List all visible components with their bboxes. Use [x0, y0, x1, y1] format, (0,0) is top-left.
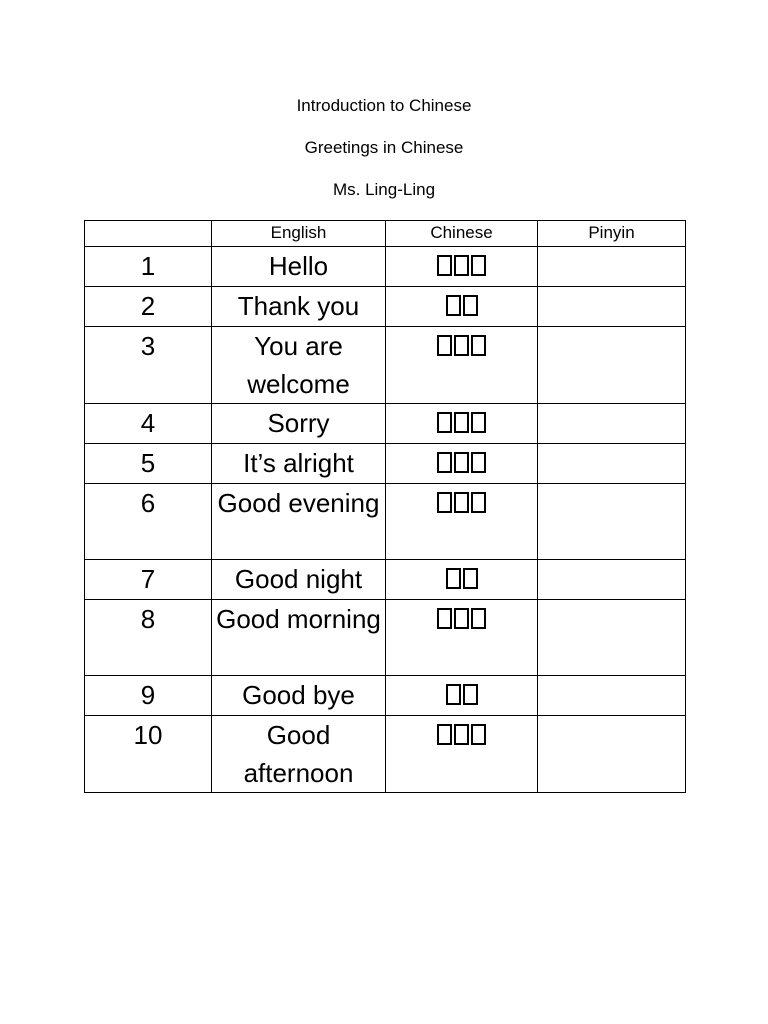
- english-cell: [212, 327, 386, 404]
- missing-glyph-box: [446, 295, 461, 316]
- missing-glyph-box: [454, 255, 469, 276]
- table-row: [85, 560, 686, 600]
- table-row: [85, 716, 686, 793]
- pinyin-cell: [538, 484, 686, 560]
- missing-glyph-placeholder: [437, 484, 486, 513]
- pinyin-cell: [538, 327, 686, 404]
- chinese-cell: [386, 247, 538, 287]
- missing-glyph-box: [463, 684, 478, 705]
- row-number: 8: [85, 600, 212, 676]
- missing-glyph-box: [454, 335, 469, 356]
- english-text: Good morning: [216, 604, 381, 634]
- pinyin-cell: [538, 247, 686, 287]
- table-row: [85, 327, 686, 404]
- english-text: Good bye: [242, 680, 355, 710]
- missing-glyph-box: [454, 492, 469, 513]
- vocabulary-table: [84, 220, 686, 793]
- pinyin-cell: [538, 287, 686, 327]
- english-text: Good evening: [217, 488, 380, 518]
- header-number: [85, 221, 212, 247]
- missing-glyph-box: [437, 255, 452, 276]
- pinyin-cell: [538, 716, 686, 793]
- teacher-name: Ms. Ling-Ling: [332, 180, 436, 199]
- pinyin-cell: [538, 404, 686, 444]
- row-number: 10: [85, 716, 212, 793]
- chinese-cell: [386, 444, 538, 484]
- english-cell: [212, 444, 386, 484]
- english-text: It’s alright: [243, 448, 354, 478]
- missing-glyph-placeholder: [437, 327, 486, 356]
- table-row: [85, 600, 686, 676]
- missing-glyph-box: [463, 295, 478, 316]
- english-text: Sorry: [267, 408, 330, 438]
- missing-glyph-box: [454, 724, 469, 745]
- missing-glyph-placeholder: [437, 716, 486, 745]
- header-chinese: Chinese: [386, 221, 538, 247]
- missing-glyph-box: [463, 568, 478, 589]
- missing-glyph-box: [471, 255, 486, 276]
- english-cell: [212, 287, 386, 327]
- chinese-cell: [386, 716, 538, 793]
- missing-glyph-box: [437, 492, 452, 513]
- table-row: [85, 484, 686, 560]
- missing-glyph-box: [437, 412, 452, 433]
- missing-glyph-box: [471, 724, 486, 745]
- missing-glyph-placeholder: [437, 600, 486, 629]
- missing-glyph-box: [471, 608, 486, 629]
- pinyin-cell: [538, 676, 686, 716]
- chinese-cell: [386, 600, 538, 676]
- missing-glyph-placeholder: [446, 287, 478, 316]
- pinyin-cell: [538, 560, 686, 600]
- header-pinyin: Pinyin: [538, 221, 686, 247]
- english-cell: [212, 484, 386, 560]
- table-header-row: [85, 221, 686, 247]
- chinese-cell: [386, 560, 538, 600]
- lesson-title: Greetings in Chinese: [304, 138, 464, 157]
- table-row: [85, 404, 686, 444]
- chinese-cell: [386, 327, 538, 404]
- row-number: 7: [85, 560, 212, 600]
- english-text: Hello: [268, 251, 329, 281]
- english-cell: [212, 404, 386, 444]
- row-number: 4: [85, 404, 212, 444]
- missing-glyph-box: [454, 412, 469, 433]
- table-row: [85, 676, 686, 716]
- english-text: Good afternoon: [243, 720, 354, 788]
- chinese-cell: [386, 676, 538, 716]
- missing-glyph-box: [446, 568, 461, 589]
- row-number: 3: [85, 327, 212, 404]
- chinese-cell: [386, 404, 538, 444]
- course-title: Introduction to Chinese: [296, 96, 472, 115]
- table-row: [85, 444, 686, 484]
- english-cell: [212, 600, 386, 676]
- row-number: 6: [85, 484, 212, 560]
- missing-glyph-placeholder: [446, 676, 478, 705]
- missing-glyph-placeholder: [446, 560, 478, 589]
- missing-glyph-box: [437, 608, 452, 629]
- missing-glyph-box: [471, 492, 486, 513]
- chinese-cell: [386, 484, 538, 560]
- english-cell: [212, 676, 386, 716]
- missing-glyph-placeholder: [437, 404, 486, 433]
- row-number: 2: [85, 287, 212, 327]
- header-english: English: [212, 221, 386, 247]
- missing-glyph-box: [437, 335, 452, 356]
- missing-glyph-box: [471, 335, 486, 356]
- english-text: Thank you: [237, 291, 360, 321]
- english-cell: [212, 560, 386, 600]
- pinyin-cell: [538, 600, 686, 676]
- missing-glyph-placeholder: [437, 247, 486, 276]
- missing-glyph-box: [454, 452, 469, 473]
- missing-glyph-box: [471, 452, 486, 473]
- chinese-cell: [386, 287, 538, 327]
- table-row: [85, 247, 686, 287]
- missing-glyph-box: [454, 608, 469, 629]
- english-cell: [212, 247, 386, 287]
- row-number: 5: [85, 444, 212, 484]
- table-row: [85, 287, 686, 327]
- english-cell: [212, 716, 386, 793]
- row-number: 9: [85, 676, 212, 716]
- missing-glyph-box: [471, 412, 486, 433]
- row-number: 1: [85, 247, 212, 287]
- english-text: You are welcome: [247, 331, 350, 399]
- missing-glyph-box: [446, 684, 461, 705]
- missing-glyph-placeholder: [437, 444, 486, 473]
- pinyin-cell: [538, 444, 686, 484]
- english-text: Good night: [234, 564, 363, 594]
- missing-glyph-box: [437, 724, 452, 745]
- missing-glyph-box: [437, 452, 452, 473]
